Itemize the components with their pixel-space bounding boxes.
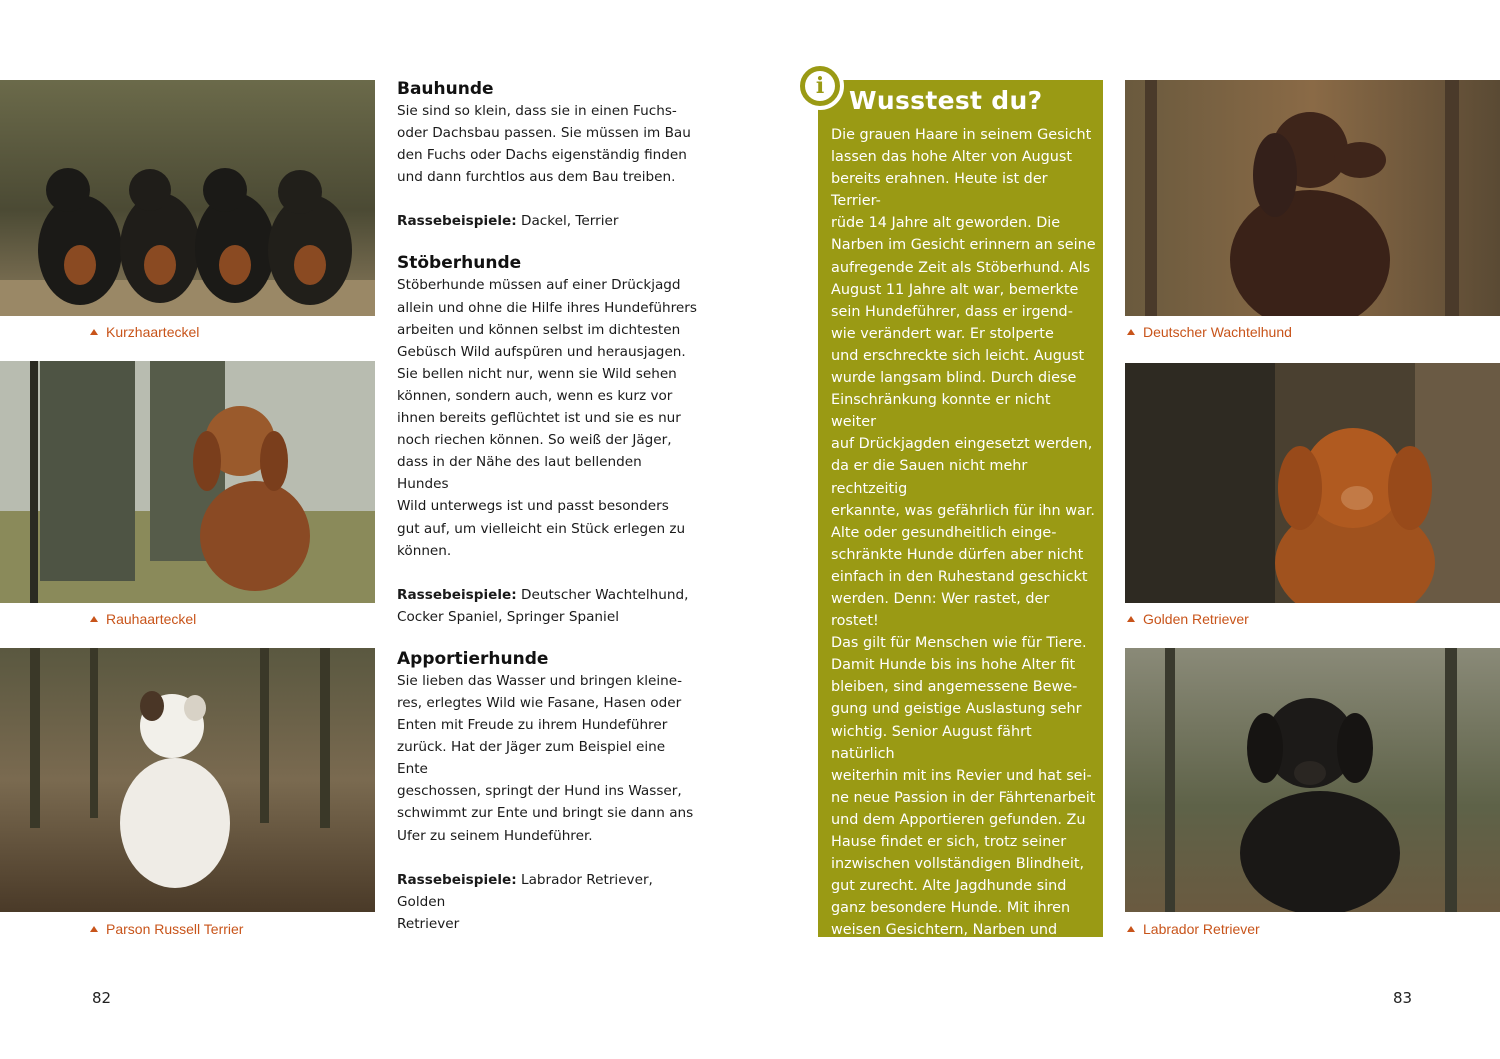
page-number-left: 82 (92, 989, 112, 1007)
breed-examples: Rassebeispiele: Dackel, Terrier (397, 213, 619, 230)
golden-retriever-photo (1125, 363, 1500, 603)
section-heading: Bauhunde (397, 79, 494, 99)
caption-marker-icon (90, 616, 98, 622)
photo-caption: Parson Russell Terrier (90, 921, 243, 937)
caption-marker-icon (1127, 616, 1135, 622)
photo-caption: Labrador Retriever (1127, 921, 1260, 937)
section-body: Sie lieben das Wasser und bringen kleine- res, erlegtes Wild wie Fasane, Hasen oder Enten mit Freude zu ihrem Hundeführer zurück. Hat der Jäger zum Beispiel eine Ente geschossen, springt der Hund ins Wasser, schwimmt zur Ente und bringt sie dann ans Ufer zu seinem Hundeführer. (397, 672, 694, 844)
deutscher-wachtelhund-photo (1125, 80, 1500, 316)
info-box (818, 80, 1103, 1027)
labrador-retriever-photo (1125, 648, 1500, 912)
rauhaarteckel-photo (0, 361, 375, 603)
text-column (397, 78, 697, 935)
photo-caption: Rauhaarteckel (90, 611, 196, 627)
photo-caption: Golden Retriever (1127, 611, 1249, 627)
photo-caption: Deutscher Wachtelhund (1127, 324, 1292, 340)
caption-marker-icon (1127, 329, 1135, 335)
section-heading: Apportierhunde (397, 648, 549, 669)
section-heading: Stöberhunde (397, 253, 522, 274)
kurzhaarteckel-photo (0, 80, 375, 316)
info-box-title: Wusstest du? (849, 86, 1043, 115)
page-number-right: 83 (1393, 989, 1413, 1007)
caption-marker-icon (90, 329, 98, 335)
info-icon-glyph: i (805, 71, 835, 101)
photo-caption: Kurzhaarteckel (90, 324, 199, 340)
info-icon (796, 62, 844, 110)
breed-examples: Rassebeispiele: Labrador Retriever, Golden Retriever (397, 871, 653, 932)
breed-examples: Rassebeispiele: Deutscher Wachtelhund, Cocker Spaniel, Springer Spaniel (397, 586, 689, 625)
section-body: Stöberhunde müssen auf einer Drückjagd allein und ohne die Hilfe ihres Hundeführers arbeiten und können selbst im dichtesten Gebüsch Wild aufspüren und herausjagen. Sie bellen nicht nur, wenn sie Wild sehen können, sondern auch, wenn es kurz vor ihnen bereits geflüchtet ist und sie es nur noch riechen können. So weiß der Jäger, dass in der Nähe des laut bellenden Hundes Wild unterwegs ist und passt besonders gut auf, um vielleicht ein Stück erlegen zu können. (397, 277, 697, 559)
parson-russell-terrier-photo (0, 648, 375, 912)
caption-marker-icon (1127, 926, 1135, 932)
info-box-text: Die grauen Haare in seinem Gesicht lassen das hohe Alter von August bereits erahnen. Heute ist der Terrier- rüde 14 Jahre alt geworden. Die Narben im Gesicht erinnern an seine aufregende Zeit als Stöberhund. Als August 11 Jahre alt war, bemerkte sein Hundeführer, dass er irgend- wie verändert war. Er stolperte und erschreckte sich leicht. August wurde langsam blind. Durch diese Einschränkung konnte er nicht weiter auf Drückjagden eingesetzt werden, da er die Sauen nicht mehr rechtzeitig erkannte, was gefährlich für ihn war. Alte oder gesundheitlich einge- schränkte Hunde dürfen aber nicht einfach in den Ruhestand geschickt werden. Denn: Wer rastet, der rostet! Das gilt für Menschen wie für Tiere. Damit Hunde bis ins hohe Alter fit bleiben, sind angemessene Bewe- gung und geistige Auslastung sehr wichtig. Senior August fährt natürlich weiterhin mit ins Revier und hat sei- ne neue Passion in der Fährtenarbeit und dem Apportieren gefunden. Zu Hause findet er sich, trotz seiner inzwischen vollständigen Blindheit, gut zurecht. Alte Jagdhunde sind ganz besondere Hunde. Mit ihren weisen Gesichtern, Narben und Macken erzählen sie noch einmal all die Jagdgeschichten aus vergange- nen Tagen, die sie mit ihrem Hunde- führer gemeinsam erlebt haben. (831, 127, 1096, 1027)
caption-marker-icon (90, 926, 98, 932)
section-body: Sie sind so klein, dass sie in einen Fuchs- oder Dachsbau passen. Sie müssen im Bau den Fuchs oder Dachs eigenständig finden und dann furchtlos aus dem Bau treiben. (397, 103, 691, 186)
